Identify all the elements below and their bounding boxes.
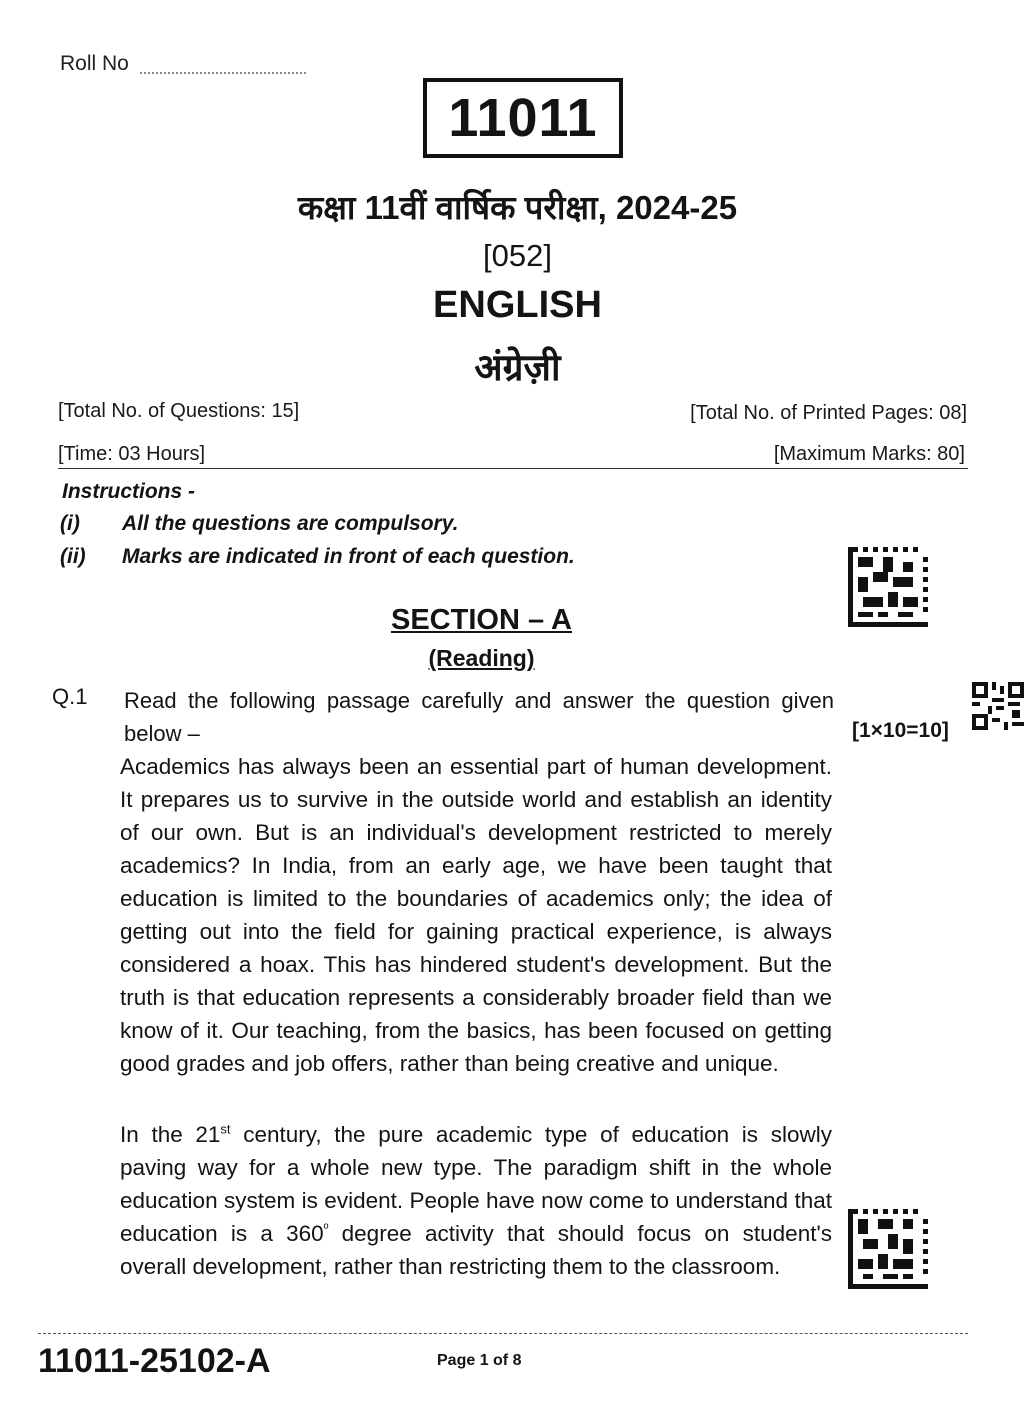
passage-paragraph <box>120 1118 832 1283</box>
instruction-item <box>60 545 575 569</box>
question-number: Q.1 <box>52 684 88 709</box>
paper-number-box: 11011 <box>423 78 623 158</box>
section-subtitle-text: (Reading) <box>428 645 535 671</box>
section-subtitle <box>300 645 663 672</box>
section-title-text: SECTION – A <box>390 604 572 636</box>
footer-divider <box>38 1333 968 1334</box>
header-divider <box>58 468 968 469</box>
roll-number-field <box>140 52 306 74</box>
qr-code-icon <box>972 682 1024 730</box>
total-questions: [Total No. of Questions: 15] <box>58 400 300 422</box>
instruction-text: All the questions are compulsory. <box>122 512 459 535</box>
total-pages: [Total No. of Printed Pages: 08] <box>690 402 967 424</box>
datamatrix-code-icon <box>848 1208 928 1290</box>
maximum-marks: [Maximum Marks: 80] <box>773 443 965 465</box>
paper-id: 11011-25102-A <box>38 1342 271 1380</box>
roll-number-label: Roll No <box>60 52 129 75</box>
exam-time: [Time: 03 Hours] <box>58 443 206 465</box>
passage-paragraph-1: Academics has always been an essential part of human development. It prepares us to survive in the outside world and establish an identity of our own. But is an individual's development restricted to merely academics? In India, from an early age, we have been taught that education is limited to the boundaries of academics only; the idea of getting out into the field for gaining practical experience, is always considered a hoax. This has hindered student's development. But the truth is that education represents a considerably broader field than we know of it. Our teaching, from the basics, has been focused on getting good grades and job offers, rather than being creative and unique. <box>120 754 832 1076</box>
question-prompt: Read the following passage carefully and answer the question given below – <box>124 688 834 746</box>
section-title <box>300 604 663 637</box>
subject-title-hindi: अंग्रेज़ी <box>474 347 561 388</box>
datamatrix-code-icon <box>848 546 928 628</box>
page-number: Page 1 of 8 <box>437 1352 522 1369</box>
exam-title: कक्षा 11वीं वार्षिक परीक्षा, 2024-25 <box>297 189 738 226</box>
subject-code: [052] <box>483 238 552 273</box>
passage-paragraph <box>120 750 832 1080</box>
instruction-item <box>60 512 458 536</box>
instructions-heading: Instructions - <box>62 480 196 503</box>
passage-paragraph-2: In the 21st century, the pure academic type of education is slowly paving way for a whole new type. The paradigm shift in the whole education system is evident. People have now come to understand that education is a $360^º$ degree activity that should focus on student's overall development, rather than restricting them to the classroom. <box>120 1121 832 1279</box>
question-marks: [1×10=10] <box>852 719 949 742</box>
instruction-text: Marks are indicated in front of each question. <box>122 545 575 568</box>
instruction-number: (ii) <box>60 545 86 568</box>
instruction-number: (i) <box>60 512 80 535</box>
subject-title: ENGLISH <box>433 284 602 326</box>
